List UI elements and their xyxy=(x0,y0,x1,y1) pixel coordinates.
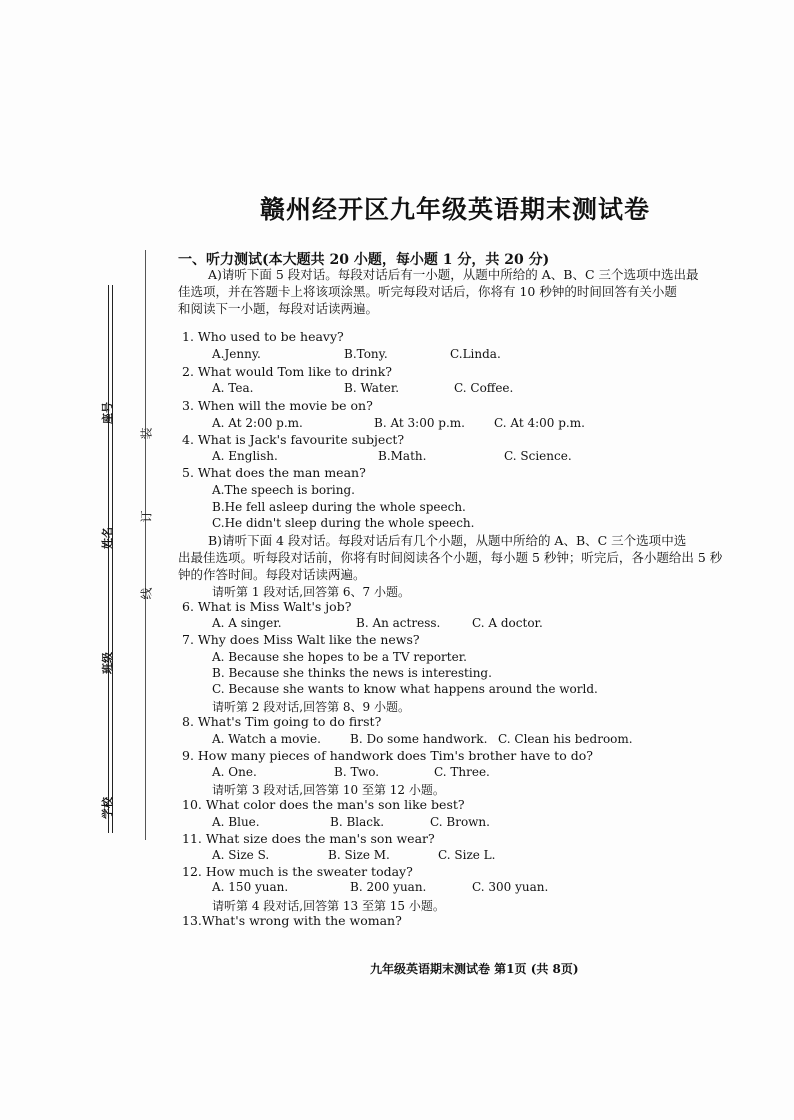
part-a-line-1: A)请听下面 5 段对话。每段对话后有一小题，从题中所给的 A、B、C 三个选项中选出最 xyxy=(208,267,699,282)
question-2: 2. What would Tom like to drink? xyxy=(182,364,392,379)
option-c: C.Linda. xyxy=(450,347,501,361)
page-title: 赣州经开区九年级英语期末测试卷 xyxy=(260,195,651,224)
option-b: B. At 3:00 p.m. xyxy=(374,416,465,430)
option-c: C. Brown. xyxy=(430,815,490,829)
option-a: A. One. xyxy=(212,765,257,779)
option-c: C. At 4:00 p.m. xyxy=(494,416,585,430)
question-7-option-b: B. Because she thinks the news is interesting. xyxy=(212,666,492,680)
option-c: C. Three. xyxy=(434,765,490,779)
binding-line-inner xyxy=(112,285,113,833)
question-12-options xyxy=(212,880,612,898)
option-c: C. Coffee. xyxy=(454,381,514,395)
option-b: B.Math. xyxy=(378,449,427,463)
part-b-line-3: 钟的作答时间。每段对话读两遍。 xyxy=(178,567,366,582)
question-1: 1. Who used to be heavy? xyxy=(182,329,344,344)
option-a: A. 150 yuan. xyxy=(212,880,289,894)
option-a: A. Blue. xyxy=(212,815,260,829)
cut-char-ding: 订 xyxy=(139,510,154,523)
binding-line-outer xyxy=(108,285,109,833)
option-c: C. 300 yuan. xyxy=(472,880,549,894)
part-a-line-3: 和阅读下一小题，每段对话读两遍。 xyxy=(178,301,379,316)
question-5-option-a: A.The speech is boring. xyxy=(212,483,355,497)
option-a: A. Watch a movie. xyxy=(212,732,321,746)
binding-label-school: 学校 xyxy=(101,797,114,819)
option-a: A. Size S. xyxy=(212,848,270,862)
option-b: B. Two. xyxy=(334,765,380,779)
option-a: A. A singer. xyxy=(212,616,282,630)
question-5-option-c: C.He didn't sleep during the whole speech. xyxy=(212,516,475,530)
option-a: A. English. xyxy=(212,449,278,463)
option-a: A. Tea. xyxy=(212,381,254,395)
binding-label-class: 班级 xyxy=(101,652,114,674)
option-b: B. Black. xyxy=(330,815,385,829)
option-b: B. An actress. xyxy=(356,616,441,630)
dialogue-2-hint: 请听第 2 段对话,回答第 8、9 小题。 xyxy=(212,700,410,714)
binding-label-name: 姓名 xyxy=(101,527,114,549)
question-8: 8. What's Tim going to do first? xyxy=(182,714,382,729)
option-b: B. Water. xyxy=(344,381,400,395)
part-b-instructions xyxy=(178,532,723,583)
question-3: 3. When will the movie be on? xyxy=(182,398,373,413)
question-4: 4. What is Jack's favourite subject? xyxy=(182,432,405,447)
question-11: 11. What size does the man's son wear? xyxy=(182,831,435,846)
page-footer: 九年级英语期末测试卷 第1页 (共 8页) xyxy=(370,962,579,976)
question-5: 5. What does the man mean? xyxy=(182,465,366,480)
question-2-options xyxy=(212,381,612,399)
dialogue-3-hint: 请听第 3 段对话,回答第 10 至第 12 小题。 xyxy=(212,783,445,797)
cut-char-xian: 线 xyxy=(139,587,154,600)
option-a: A. At 2:00 p.m. xyxy=(212,416,303,430)
question-9: 9. How many pieces of handwork does Tim's brother have to do? xyxy=(182,748,593,763)
option-c: C. A doctor. xyxy=(472,616,543,630)
question-13: 13.What's wrong with the woman? xyxy=(182,913,402,928)
part-a-instructions xyxy=(178,266,698,317)
cut-char-zhuang: 装 xyxy=(139,427,154,440)
question-10: 10. What color does the man's son like best? xyxy=(182,797,465,812)
part-a-line-2: 佳选项，并在答题卡上将该项涂黑。听完每段对话后，你将有 10 秒钟的时间回答有关小题 xyxy=(178,284,677,299)
option-a: A.Jenny. xyxy=(212,347,261,361)
question-1-options xyxy=(212,347,612,365)
option-b: B. Do some handwork. xyxy=(350,732,488,746)
question-7-option-c: C. Because she wants to know what happens around the world. xyxy=(212,682,598,696)
question-5-option-b: B.He fell asleep during the whole speech. xyxy=(212,500,466,514)
option-b: B. 200 yuan. xyxy=(350,880,427,894)
part-b-line-1: B)请听下面 4 段对话。每段对话后有几个小题，从题中所给的 A、B、C 三个选项中选 xyxy=(208,533,687,548)
dialogue-1-hint: 请听第 1 段对话,回答第 6、7 小题。 xyxy=(212,585,410,599)
part-b-line-2: 出最佳选项。听每段对话前，你将有时间阅读各个小题，每小题 5 秒钟；听完后，各小题给出 5 秒 xyxy=(178,550,723,565)
option-b: B.Tony. xyxy=(344,347,388,361)
section-heading: 一、听力测试(本大题共 20 小题，每小题 1 分，共 20 分) xyxy=(178,252,550,268)
option-c: C. Science. xyxy=(504,449,572,463)
cut-line xyxy=(145,250,146,840)
question-12: 12. How much is the sweater today? xyxy=(182,864,413,879)
option-b: B. Size M. xyxy=(328,848,390,862)
option-c: C. Size L. xyxy=(438,848,496,862)
question-6: 6. What is Miss Walt's job? xyxy=(182,599,352,614)
option-c: C. Clean his bedroom. xyxy=(498,732,633,746)
question-7: 7. Why does Miss Walt like the news? xyxy=(182,632,420,647)
binding-label-seat: 座号 xyxy=(101,402,114,424)
dialogue-4-hint: 请听第 4 段对话,回答第 13 至第 15 小题。 xyxy=(212,899,445,913)
question-7-option-a: A. Because she hopes to be a TV reporter. xyxy=(212,650,467,664)
